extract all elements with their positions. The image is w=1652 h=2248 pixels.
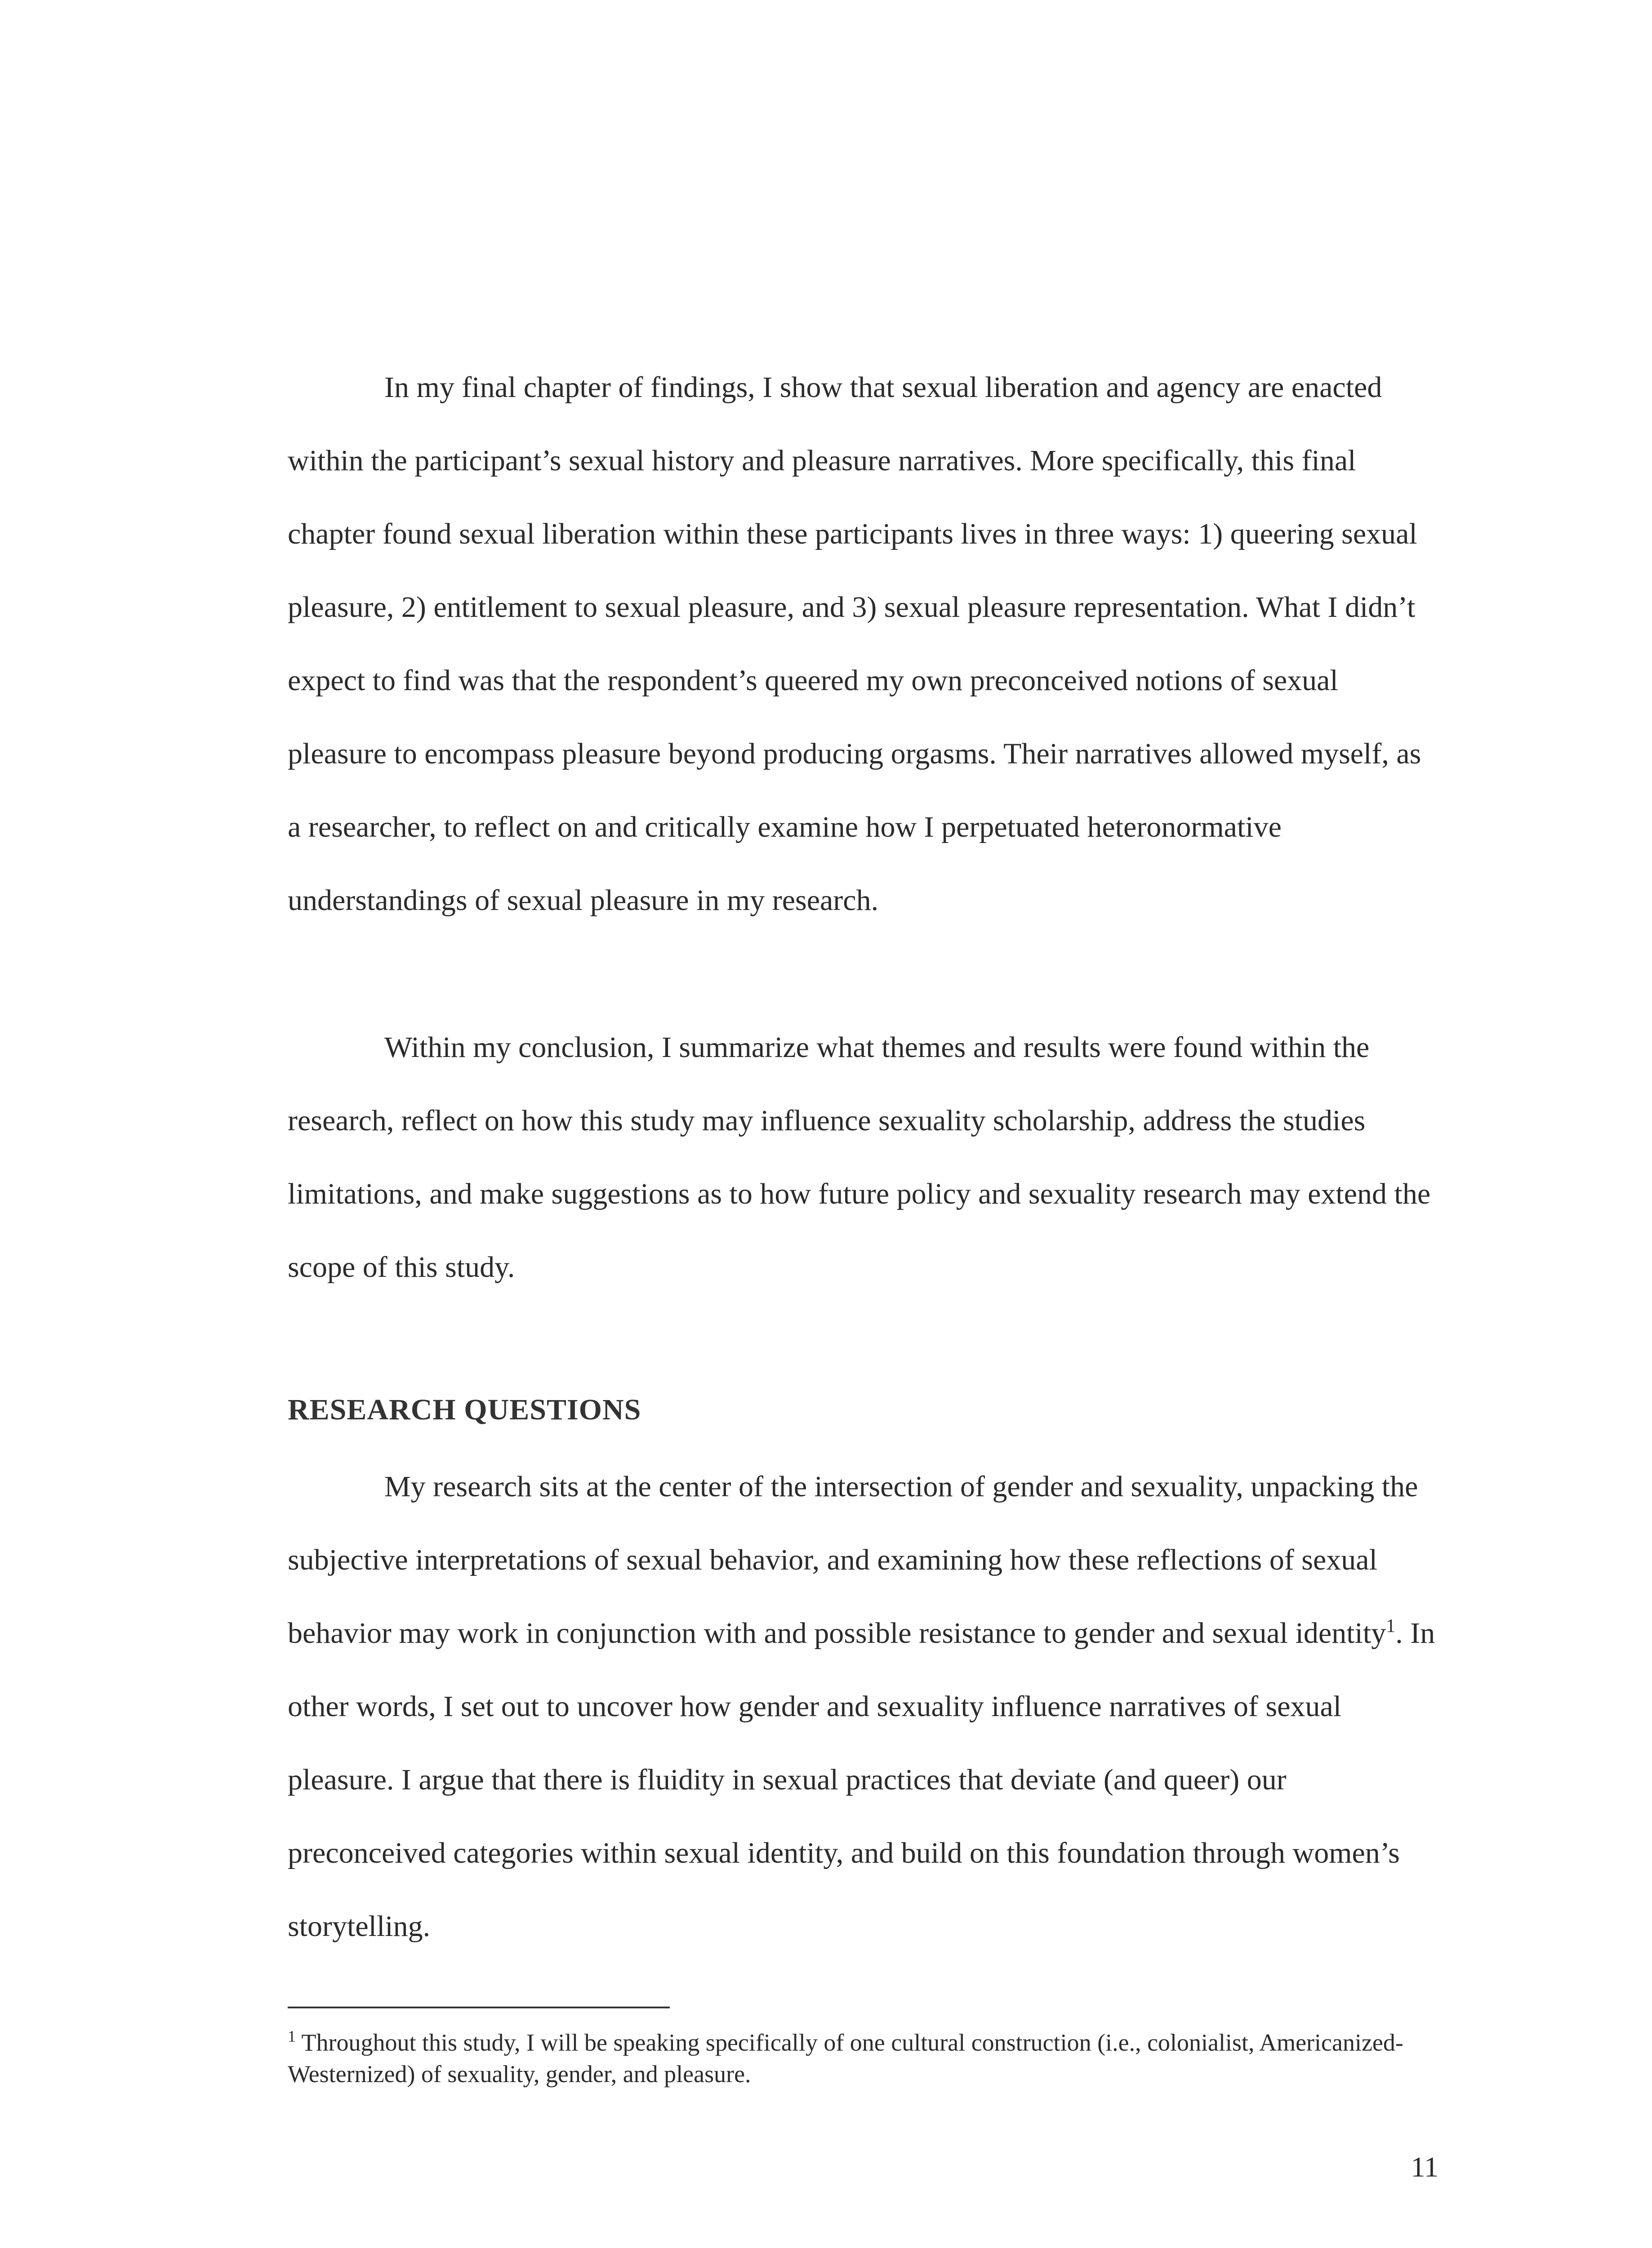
- footnote: [288, 2027, 1438, 2090]
- paragraph-text-after-ref: . In other words, I set out to uncover how gender and sexuality influence narratives of sexual pleasure. I argue that there is fluidity in sexual practices that deviate (and queer) our preconceived categories within sexual identity, and build on this foundation through women’s storytelling.: [288, 1617, 1435, 1943]
- paragraph-conclusion-summary: Within my conclusion, I summarize what themes and results were found within the research, reflect on how this study may influence sexuality scholarship, address the studies limitations, and make suggestions as to how future policy and sexuality research may extend the scope of this study.: [288, 1031, 1431, 1284]
- paragraph-research-questions: [288, 1450, 1438, 1963]
- section-heading-block: [288, 1387, 1438, 1432]
- footnote-reference: 1: [1386, 1616, 1396, 1637]
- paragraph-findings-summary: In my final chapter of findings, I show that sexual liberation and agency are enacted within the participant’s sexual history and pleasure narratives. More specifically, this final chapter found sexual liberation within these participants lives in three ways: 1) queering sexual pleasure, 2) entitlement to sexual pleasure, and 3) sexual pleasure representation. What I didn’t expect to find was that the respondent’s queered my own preconceived notions of sexual pleasure to encompass pleasure beyond producing orgasms. Their narratives allowed myself, as a researcher, to reflect on and critically examine how I perpetuated heteronormative understandings of sexual pleasure in my research.: [288, 371, 1421, 917]
- footnote-marker: 1: [288, 2027, 296, 2045]
- body-section-research-questions: [288, 1450, 1438, 1963]
- section-heading: RESEARCH QUESTIONS: [288, 1393, 641, 1426]
- body-section-conclusion: [288, 1011, 1438, 1304]
- page-number: 11: [1411, 2151, 1438, 2183]
- paragraph-text-before-ref: My research sits at the center of the intersection of gender and sexuality, unpacking the subjective interpretations of sexual behavior, and examining how these reflections of sexual behavior may work in conjunction with and possible resistance to gender and sexual identity: [288, 1470, 1418, 1650]
- footnote-text: Throughout this study, I will be speaking specifically of one cultural construction (i.e., colonialist, Americanized-Westernized) of sexuality, gender, and pleasure.: [288, 2029, 1403, 2087]
- body-section-findings: [288, 351, 1438, 937]
- footnote-separator: [288, 2007, 670, 2008]
